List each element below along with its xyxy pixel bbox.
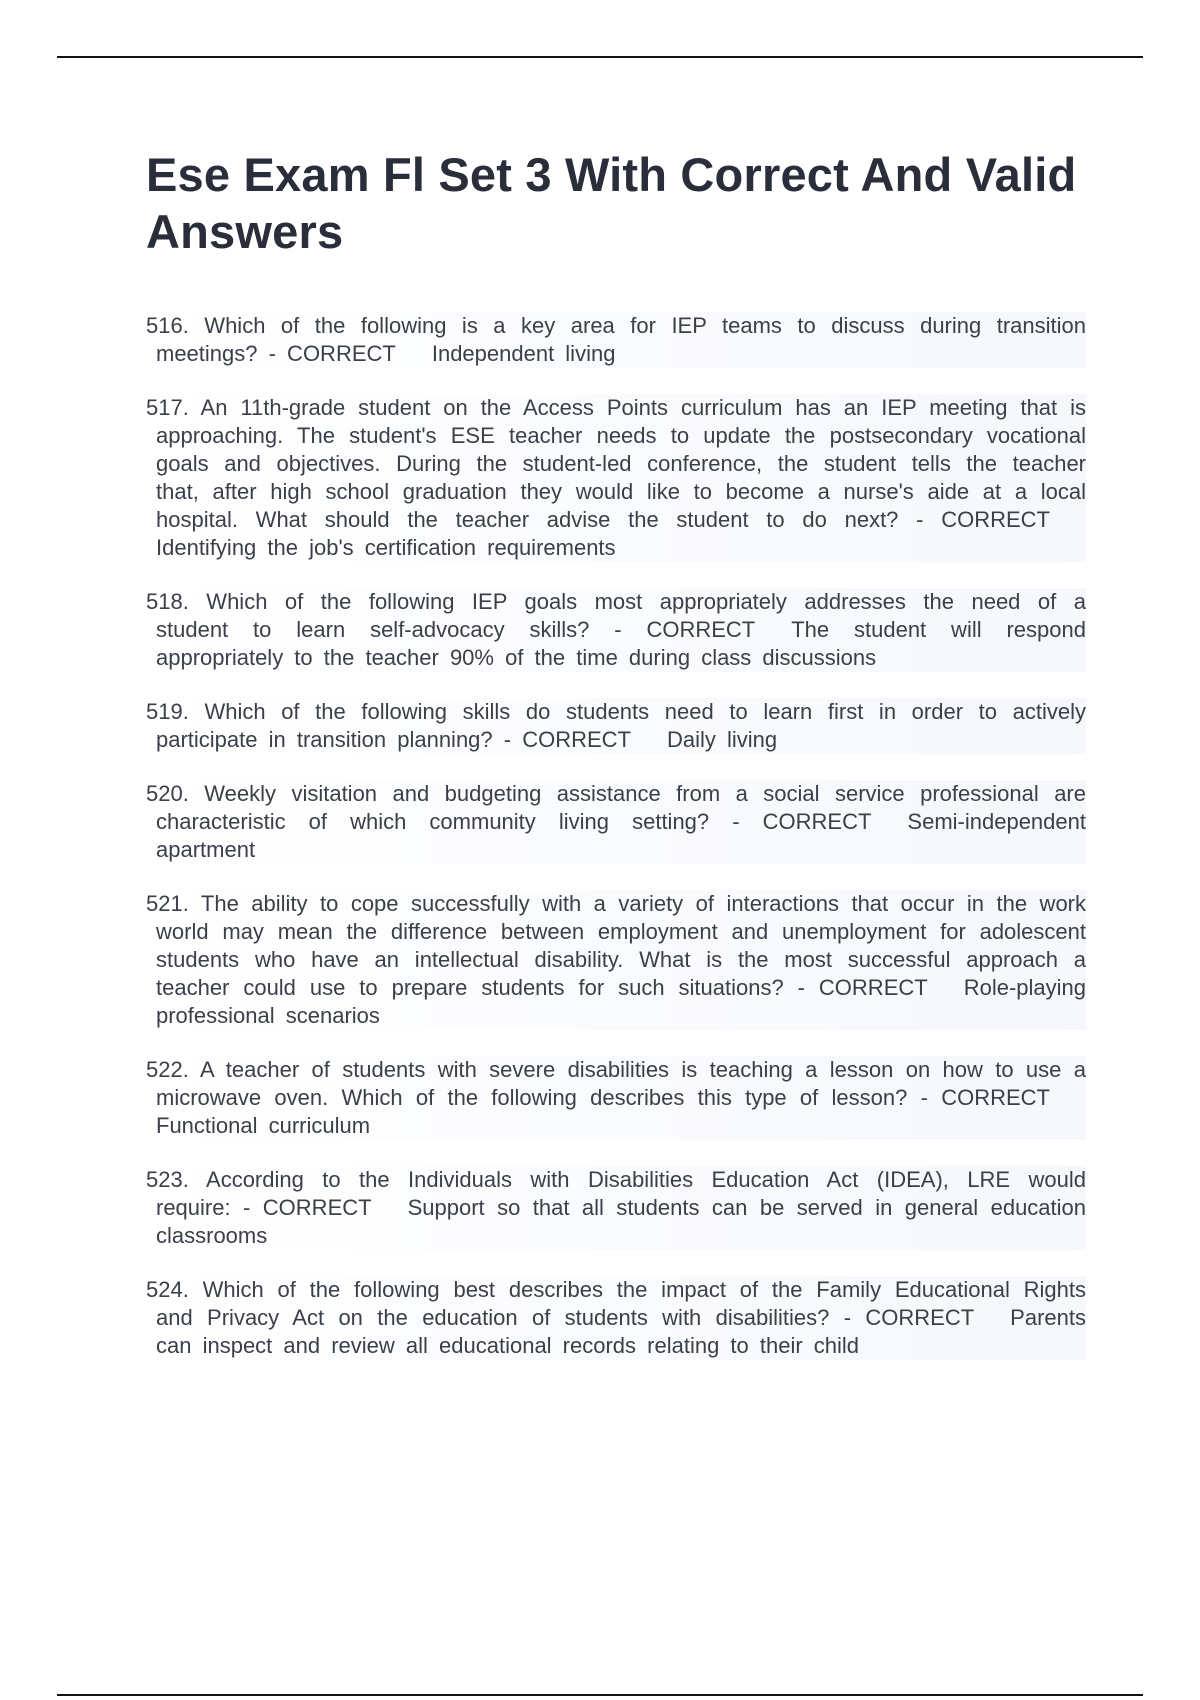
list-item (146, 588, 1086, 672)
list-item (146, 698, 1086, 754)
answer-text: Role-playing professional scenarios (156, 975, 1086, 1028)
list-item (146, 1276, 1086, 1360)
answer-text: Identifying the job's certification requirements (156, 535, 616, 560)
list-item (146, 1056, 1086, 1140)
question-text: 523. According to the Individuals with Disabilities Education Act (IDEA), LRE would require: - CORRECT (146, 1167, 1086, 1220)
answer-text: Semi-independent apartment (156, 809, 1086, 862)
question-text: 521. The ability to cope successfully with a variety of interactions that occur in the work world may mean the difference between employment and unemployment for adolescent students who have an intellectual disability. What is the most successful approach a teacher could use to prepare students for such situations? - CORRECT (146, 891, 1086, 1000)
top-rule (57, 56, 1143, 58)
question-text: 519. Which of the following skills do students need to learn first in order to actively participate in transition planning? - CORRECT (146, 699, 1086, 752)
question-list (146, 312, 1086, 1386)
answer-text: Independent living (431, 341, 616, 366)
question-text: 518. Which of the following IEP goals most appropriately addresses the need of a student to learn self-advocacy skills? - CORRECT (146, 589, 1086, 642)
answer-text: Daily living (666, 727, 778, 752)
answer-text: Parents can inspect and review all educational records relating to their child (156, 1305, 1086, 1358)
answer-text: The student will respond appropriately to the teacher 90% of the time during class discussions (156, 617, 1086, 670)
answer-text: Support so that all students can be served in general education classrooms (156, 1195, 1087, 1248)
bottom-rule (57, 1694, 1143, 1696)
list-item (146, 394, 1086, 562)
question-text: 522. A teacher of students with severe disabilities is teaching a lesson on how to use a microwave oven. Which of the following describes this type of lesson? - CORRECT (146, 1057, 1086, 1110)
question-text: 520. Weekly visitation and budgeting assistance from a social service professional are characteristic of which community living setting? - CORRECT (146, 781, 1086, 834)
list-item (146, 1166, 1086, 1250)
list-item (146, 780, 1086, 864)
question-text: 524. Which of the following best describes the impact of the Family Educational Rights and Privacy Act on the education of students with disabilities? - CORRECT (146, 1277, 1086, 1330)
list-item (146, 890, 1086, 1030)
page-title: Ese Exam Fl Set 3 With Correct And Valid Answers (146, 148, 1077, 258)
question-text: 516. Which of the following is a key area for IEP teams to discuss during transition meetings? - CORRECT (146, 313, 1086, 366)
list-item (146, 312, 1086, 368)
answer-text: Functional curriculum (156, 1113, 371, 1138)
question-text: 517. An 11th-grade student on the Access Points curriculum has an IEP meeting that is approaching. The student's ESE teacher needs to update the postsecondary vocational goals and objectives. During the student-led conference, the student tells the teacher that, after high school graduation they would like to become a nurse's aide at a local hospital. What should the teacher advise the student to do next? - CORRECT (146, 395, 1086, 532)
